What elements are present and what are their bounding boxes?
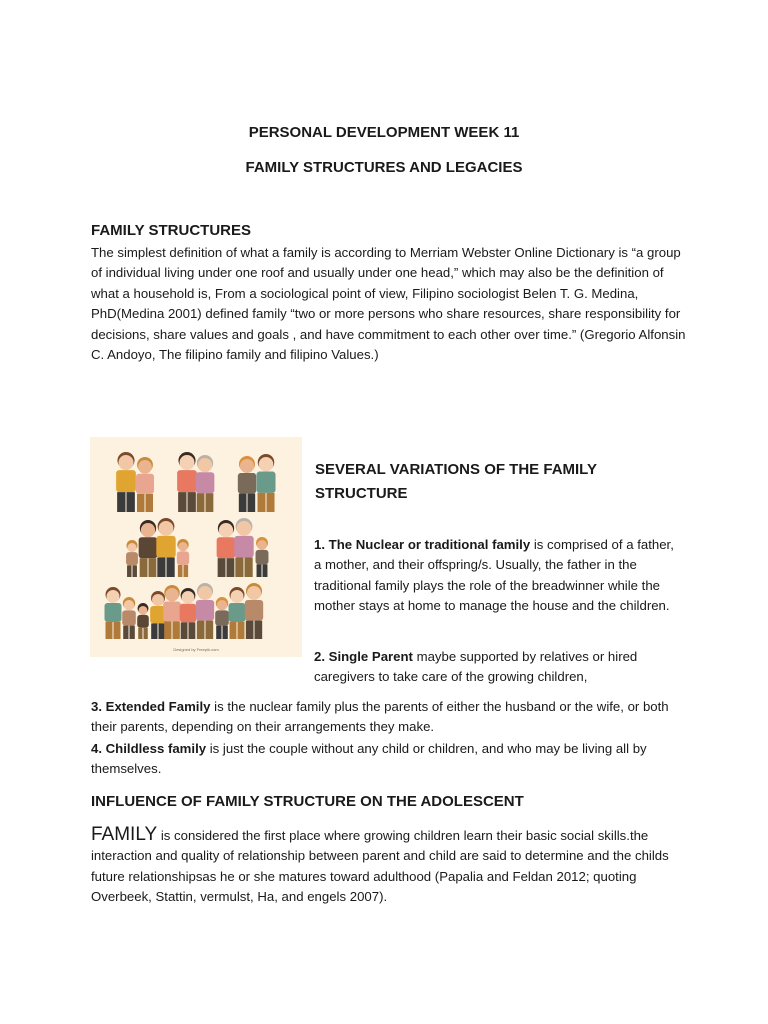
person-figure bbox=[139, 520, 158, 577]
person-figure bbox=[256, 454, 275, 512]
person-figure bbox=[196, 583, 214, 639]
person-figure bbox=[163, 585, 181, 639]
illustration-credit: Designed by Freepik.com bbox=[173, 647, 219, 652]
person-figure bbox=[122, 597, 136, 639]
variation-text: is comprised of a father, a mother, and their offspring/s. Usually, the father in the traditional family plays the role of the breadwinner while the mother stays at home to manage the house and the children. bbox=[314, 537, 674, 614]
person-figure bbox=[196, 455, 215, 512]
variation-item-childless bbox=[91, 739, 687, 780]
person-figure bbox=[137, 603, 149, 639]
variation-term: 1. The Nuclear or traditional family bbox=[314, 537, 531, 552]
document-subtitle: FAMILY STRUCTURES AND LEGACIES bbox=[245, 159, 523, 176]
family-illustration-graphic bbox=[90, 437, 302, 657]
variation-item-extended bbox=[91, 697, 687, 738]
person-figure bbox=[177, 539, 189, 577]
variations-heading: SEVERAL VARIATIONS OF THE FAMILY STRUCTURE bbox=[315, 461, 597, 502]
variation-item-nuclear bbox=[314, 535, 679, 617]
variation-text: is the nuclear family plus the parents of either the husband or the wife, or both their parents, depending on their arrangements they make. bbox=[91, 699, 669, 735]
family-illustration bbox=[90, 437, 302, 657]
variation-item-single-parent bbox=[91, 647, 687, 688]
intro-paragraph: The simplest definition of what a family is according to Merriam Webster Online Dictionary is “a group of individual living under one roof and usually under one head,” which may also be the definition of what a household is, From a sociological point of view, Filipino sociologist Belen T. G. Medina, PhD(Medina 2001) defined family “two or more persons who share resources, share responsibility for decisions, share values and goals , and have commitment to each other over time.” (Gregorio Alfonsin C. Andoyo, The filipino family and filipino Values.) bbox=[91, 245, 686, 363]
person-figure bbox=[238, 456, 256, 512]
person-figure bbox=[156, 518, 175, 577]
person-figure bbox=[105, 587, 122, 639]
person-figure bbox=[126, 540, 138, 577]
variation-term: 3. Extended Family bbox=[91, 699, 211, 714]
person-figure bbox=[234, 518, 253, 577]
person-figure bbox=[180, 588, 197, 639]
section-heading-family-structures: FAMILY STRUCTURES bbox=[91, 222, 252, 239]
variation-term: 2. Single Parent bbox=[314, 649, 413, 664]
influence-text: is considered the first place where growing children learn their basic social skills.the interaction and quality of relationship between parent and child are said to determine and the childs future relationshipsas he or she matures toward adulthood (Papalia and Feldan 2012; quoting Overbeek, Stattin, vermulst, Ha, and engels 2007). bbox=[91, 828, 669, 905]
person-figure bbox=[245, 583, 263, 639]
person-figure bbox=[215, 597, 229, 639]
influence-paragraph bbox=[91, 825, 687, 908]
document-title: PERSONAL DEVELOPMENT WEEK 11 bbox=[248, 124, 520, 141]
variation-text: maybe supported by relatives or hired caregivers to take care of the growing children, bbox=[314, 649, 638, 685]
variation-term: 4. Childless family bbox=[91, 741, 207, 756]
person-figure bbox=[256, 537, 269, 577]
influence-heading: INFLUENCE OF FAMILY STRUCTURE ON THE ADOLESCENT bbox=[91, 793, 524, 810]
influence-lead-word: FAMILY bbox=[91, 824, 158, 845]
person-figure bbox=[177, 452, 197, 512]
person-figure bbox=[116, 452, 136, 512]
variation-text: is just the couple without any child or children, and who may be living all by themselves. bbox=[91, 741, 647, 777]
person-figure bbox=[217, 520, 236, 577]
person-figure bbox=[136, 457, 154, 512]
person-figure bbox=[229, 587, 246, 639]
